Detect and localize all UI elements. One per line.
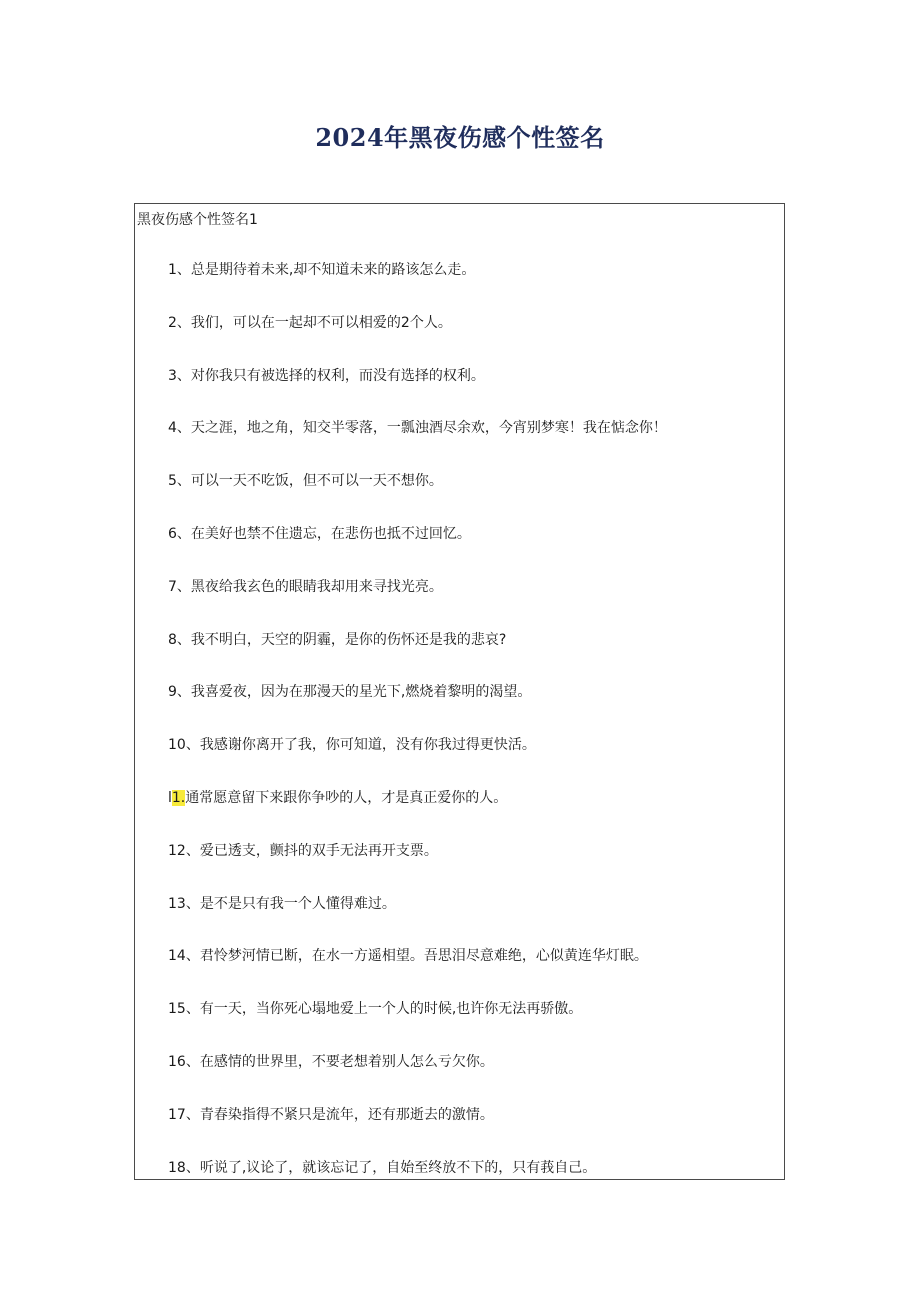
list-item — [168, 999, 667, 1052]
list-item — [168, 260, 667, 313]
item-text: 总是期待着未来,却不知道未来的路该怎么走。 — [190, 262, 476, 278]
item-number: 18、 — [168, 1159, 200, 1176]
list-item — [168, 577, 667, 630]
item-number: 1、 — [168, 262, 191, 278]
page-title: 2024年黑夜伤感个性签名 — [315, 123, 605, 152]
item-text: 君怜梦河情已断，在水一方遥相望。吾思泪尽意难绝，心似黄连华灯眠。 — [199, 948, 648, 965]
item-number: 5、 — [168, 473, 191, 490]
item-text: 天之涯，地之角，知交半零落，一瓢浊酒尽余欢，今宵别梦寒！我在惦念你！ — [190, 420, 667, 437]
list-item — [168, 894, 667, 947]
item-text: 我不明白，天空的阴霾，是你的伤怀还是我的悲哀? — [190, 631, 507, 648]
item-text: 可以一天不吃饭，但不可以一天不想你。 — [190, 473, 443, 490]
item-text: 有一天，当你死心塌地爱上一个人的时候,也许你无法再骄傲。 — [199, 1001, 583, 1018]
item-number: 14、 — [168, 948, 200, 965]
item-text: 我感谢你离开了我，你可知道，没有你我过得更快活。 — [199, 737, 536, 754]
item-number: 3、 — [168, 367, 191, 384]
list-item — [168, 682, 667, 735]
item-text: 对你我只有被选择的权利，而没有选择的权利。 — [190, 367, 485, 384]
item-number: 16、 — [168, 1053, 200, 1070]
item-number: 9、 — [168, 684, 191, 701]
item-number: 4、 — [168, 420, 191, 437]
list-item — [168, 1158, 667, 1180]
list-item — [168, 735, 667, 788]
signature-list — [168, 260, 667, 1180]
item-number: 17、 — [168, 1106, 200, 1123]
item-number: 2、 — [168, 314, 191, 331]
list-item — [168, 1105, 667, 1158]
item-number: 10、 — [168, 737, 200, 754]
item-text: 我喜爱夜，因为在那漫天的星光下,燃烧着黎明的渴望。 — [190, 684, 532, 701]
list-item — [168, 524, 667, 577]
item-text: 青春染指得不紧只是流年，还有那逝去的激情。 — [199, 1106, 494, 1123]
item-number: 8、 — [168, 631, 191, 648]
list-item — [168, 841, 667, 894]
item-text: 是不是只有我一个人懂得难过。 — [199, 895, 396, 912]
content-box — [134, 203, 785, 1180]
item-number: 12、 — [168, 842, 200, 859]
item-text: 在美好也禁不住遗忘，在悲伤也抵不过回忆。 — [190, 525, 471, 542]
item-text: 通常愿意留下来跟你争吵的人，才是真正爱你的人。 — [185, 789, 508, 806]
list-item — [168, 788, 667, 841]
list-item — [168, 471, 667, 524]
item-text: 爱已透支，颤抖的双手无法再开支票。 — [199, 842, 438, 859]
list-item — [168, 366, 667, 419]
list-item — [168, 1052, 667, 1105]
item-text: 听说了,议论了，就该忘记了，自始至终放不下的，只有莪自己。 — [199, 1159, 597, 1176]
list-item — [168, 630, 667, 683]
item-text: 在感情的世界里，不要老想着别人怎么亏欠你。 — [199, 1053, 494, 1070]
section-heading: 黑夜伤感个性签名1 — [137, 212, 258, 228]
list-item — [168, 418, 667, 471]
item-number-prefix: l — [168, 789, 172, 806]
item-number: 7、 — [168, 578, 191, 595]
item-text: 黑夜给我玄色的眼睛我却用来寻找光亮。 — [190, 578, 443, 595]
item-number: 13、 — [168, 895, 200, 912]
item-number: 6、 — [168, 525, 191, 542]
item-text: 我们，可以在一起却不可以相爱的2个人。 — [190, 314, 452, 331]
list-item — [168, 313, 667, 366]
highlighted-number: 1. — [171, 789, 186, 806]
item-number: 15、 — [168, 1001, 200, 1018]
list-item — [168, 946, 667, 999]
